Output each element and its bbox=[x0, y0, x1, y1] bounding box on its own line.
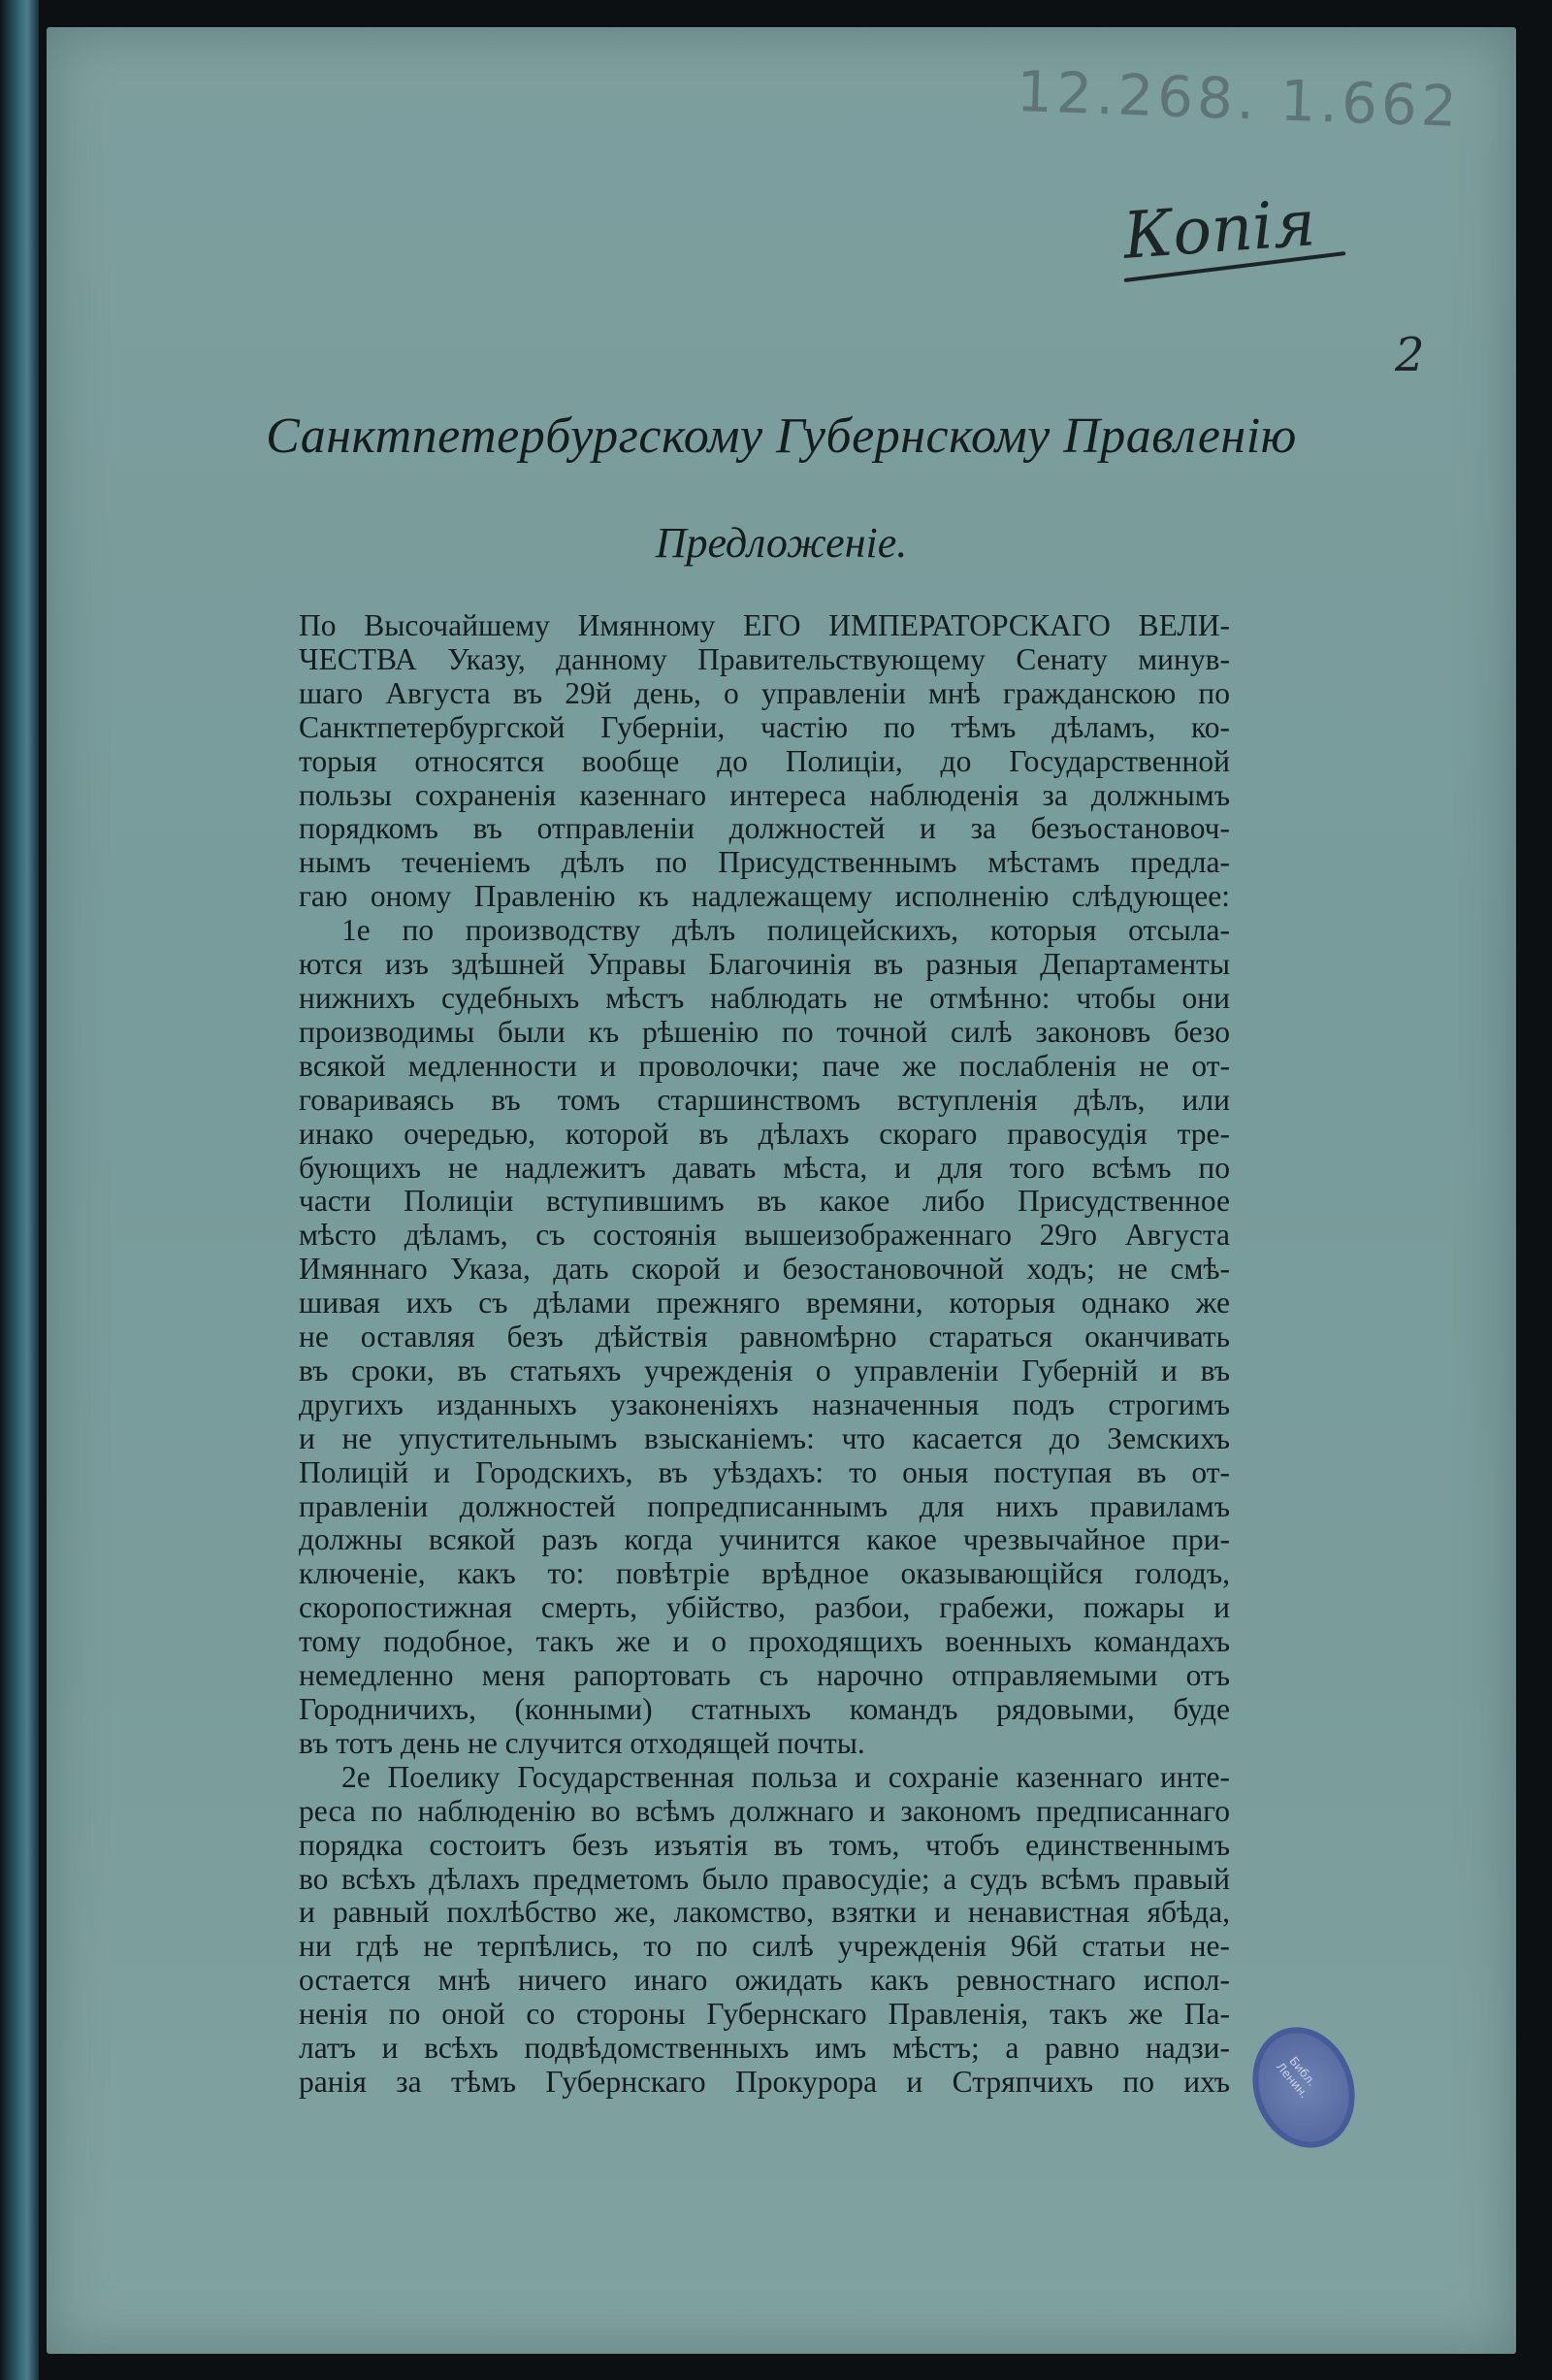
body-line: шивая ихъ съ дѣлами прежняго времяни, которыя однако же bbox=[299, 1286, 1230, 1320]
body-line: торыя относятся вообще до Полиціи, до Государственной bbox=[299, 743, 1230, 778]
handwritten-copy-mark: Копія bbox=[1120, 185, 1318, 274]
body-line: ненія по оной со стороны Губернскаго Правленія, такъ же Па- bbox=[299, 1997, 1230, 2032]
body-line: тому подобное, такъ же и о проходящихъ военныхъ командахъ bbox=[299, 1624, 1230, 1659]
body-line: нымъ теченіемъ дѣлъ по Присудственнымъ мѣстамъ предла- bbox=[299, 845, 1230, 880]
document-page bbox=[47, 27, 1516, 2354]
body-line: Санктпетербургской Губерніи, частію по тѣмъ дѣламъ, ко- bbox=[299, 709, 1230, 744]
pencil-reference-number: 12.268. 1.662 bbox=[1015, 58, 1462, 140]
body-line: ни гдѣ не терпѣлись, то по силѣ учрежденія 96й статьи не- bbox=[299, 1929, 1230, 1964]
body-line: нижнихъ судебныхъ мѣстъ наблюдать не отмѣнно: чтобы они bbox=[299, 980, 1230, 1015]
body-line: По Высочайшему Имянному ЕГО ИМПЕРАТОРСКАГО ВЕЛИ- bbox=[299, 608, 1230, 642]
body-line: остается мнѣ ничего инаго ожидать какъ ревностнаго испол- bbox=[299, 1963, 1230, 1998]
body-line: должны всякой разъ когда учинится какое чрезвычайное при- bbox=[299, 1522, 1230, 1557]
body-line: 1е по производству дѣлъ полицейскихъ, которыя отсыла- bbox=[341, 913, 1230, 948]
body-line: 2е Поелику Государственная польза и сохраніе казеннаго инте- bbox=[341, 1759, 1230, 1794]
body-line: Городничихъ, (конными) статныхъ командъ рядовыми, буде bbox=[299, 1692, 1230, 1726]
body-line: части Полиціи вступившимъ въ какое либо Присудственное bbox=[299, 1184, 1230, 1219]
body-line: порядка состоитъ безъ изъятія въ томъ, чтобъ единственнымъ bbox=[299, 1827, 1230, 1862]
body-line: инако очередью, которой въ дѣлахъ скораго правосудія тре- bbox=[299, 1116, 1230, 1151]
body-line: латъ и всѣхъ подвѣдомственныхъ имъ мѣстъ; а равно надзи- bbox=[299, 2031, 1230, 2066]
body-line: Полицій и Городскихъ, въ уѣздахъ: то оныя поступая въ от- bbox=[299, 1454, 1230, 1489]
body-line: гаю оному Правленію къ надлежащему исполненію слѣдующее: bbox=[299, 879, 1230, 914]
body-line: не оставляя безъ дѣйствія равномѣрно стараться оканчивать bbox=[299, 1320, 1230, 1354]
body-line: всякой медленности и проволочки; паче же послабленія не от- bbox=[299, 1048, 1230, 1083]
body-line: и не упустительнымъ взысканіемъ: что касается до Земскихъ bbox=[299, 1420, 1230, 1455]
body-line: производимы были къ рѣшенію по точной силѣ законовъ безо bbox=[299, 1014, 1230, 1049]
body-line: ЧЕСТВА Указу, данному Правительствующему Сенату минув- bbox=[299, 641, 1230, 676]
body-line: немедленно меня рапортовать съ нарочно отправляемыми отъ bbox=[299, 1658, 1230, 1693]
body-line: во всѣхъ дѣлахъ предметомъ было правосудіе; а судъ всѣмъ правый bbox=[299, 1861, 1230, 1896]
body-line: шаго Августа въ 29й день, о управленіи мнѣ гражданскою по bbox=[299, 675, 1230, 710]
body-line: ются изъ здѣшней Управы Благочинія въ разныя Департаменты bbox=[299, 947, 1230, 982]
body-line: мѣсто дѣламъ, съ состоянія вышеизображеннаго 29го Августа bbox=[299, 1218, 1230, 1253]
body-line: пользы сохраненія казеннаго интереса наблюденія за должнымъ bbox=[299, 777, 1230, 812]
page-number: 2 bbox=[1395, 328, 1425, 382]
body-line: другихъ изданныхъ узаконеніяхъ назначенныя подъ строгимъ bbox=[299, 1386, 1230, 1421]
body-line: порядкомъ въ отправленіи должностей и за безъостановоч- bbox=[299, 811, 1230, 846]
library-stamp bbox=[1236, 2012, 1371, 2162]
body-line: въ сроки, въ статьяхъ учрежденія о управленіи Губерній и въ bbox=[299, 1353, 1230, 1387]
body-line: ключеніе, какъ то: повѣтріе врѣдное оказывающійся голодъ, bbox=[299, 1556, 1230, 1591]
body-line: бующихъ не надлежитъ давать мѣста, и для того всѣмъ по bbox=[299, 1150, 1230, 1185]
adjacent-page-edge bbox=[0, 0, 39, 2380]
body-line: и равный похлѣбство же, лакомство, взятки и ненавистная ябѣда, bbox=[299, 1895, 1230, 1930]
document-subtitle: Предложеніе. bbox=[655, 519, 908, 567]
document-title: Санктпетербургскому Губернскому Правленію bbox=[266, 408, 1297, 464]
library-stamp-text: Библ. Ленин. bbox=[1273, 2054, 1319, 2102]
document-body bbox=[299, 609, 1230, 2100]
body-line: реса по наблюденію во всѣмъ должнаго и закономъ предписаннаго bbox=[299, 1793, 1230, 1828]
body-line: ранія за тѣмъ Губернскаго Прокурора и Стряпчихъ по ихъ bbox=[299, 2064, 1230, 2099]
body-line: Имяннаго Указа, дать скорой и безостановочной ходъ; не смѣ- bbox=[299, 1252, 1230, 1287]
body-line: правленіи должностей попредписаннымъ для нихъ правиламъ bbox=[299, 1488, 1230, 1523]
body-line: скоропостижная смерть, убійство, разбои, грабежи, пожары и bbox=[299, 1590, 1230, 1625]
body-line: говариваясь въ томъ старшинствомъ вступленія дѣлъ, или bbox=[299, 1082, 1230, 1117]
body-line: въ тотъ день не случится отходящей почты. bbox=[299, 1725, 865, 1760]
